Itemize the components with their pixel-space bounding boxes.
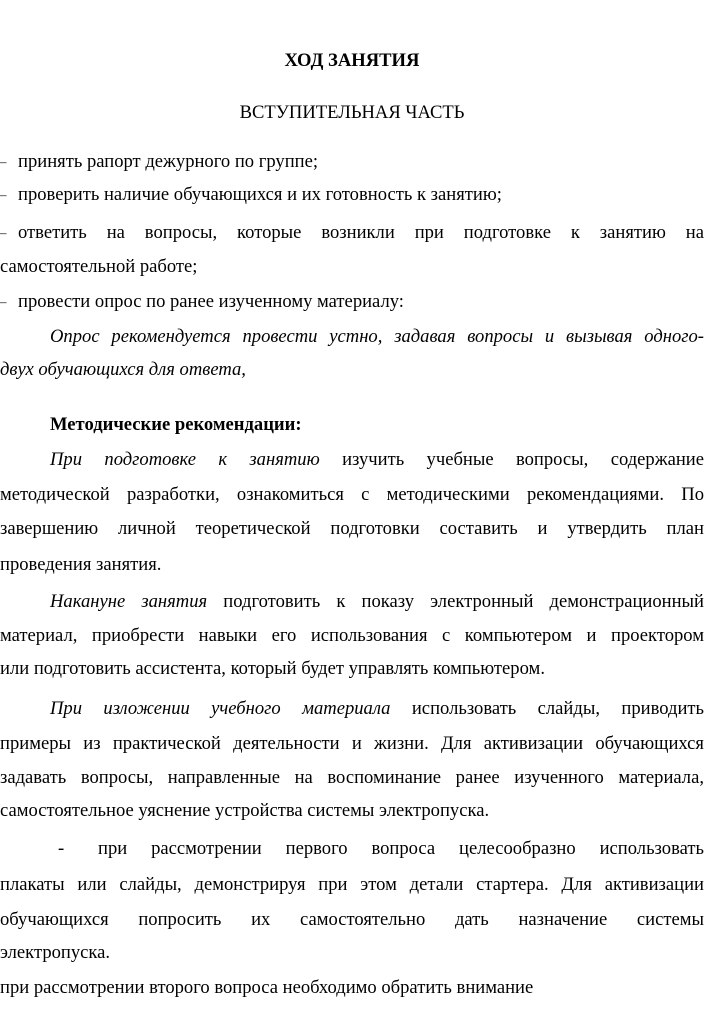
bullet-text: провести опрос по ранее изученному материалу: (18, 291, 404, 312)
paragraph-line: обучающихся попросить их самостоятельно дать назначение системы (0, 909, 704, 930)
bullet-item (0, 150, 704, 174)
method-heading: Методические рекомендации: (50, 414, 302, 435)
paragraph-text: использовать слайды, приводить (411, 698, 704, 719)
bullet-item (0, 183, 704, 207)
paragraph-line (50, 590, 704, 614)
bullet-item (0, 290, 704, 314)
paragraph-line: самостоятельное уяснение устройства системы электропуска. (0, 800, 490, 821)
paragraph-line (50, 448, 704, 472)
paragraph-line: при рассмотрении второго вопроса необходимо обратить внимание (0, 977, 534, 998)
item-dash: - (58, 838, 65, 859)
bullet-text: принять рапорт дежурного по группе; (18, 151, 319, 172)
bullet-dash: – (0, 294, 7, 309)
paragraph-line (58, 837, 704, 861)
bullet-item (0, 221, 704, 245)
bullet-dash: – (0, 154, 7, 169)
paragraph-line: материал, приобрести навыки его использования с компьютером и проектором (0, 625, 704, 646)
bullet-dash: – (0, 187, 7, 202)
paragraph-line: электропуска. (0, 942, 111, 963)
paragraph-text: изучить учебные вопросы, содержание (342, 449, 704, 470)
paragraph-line: методической разработки, ознакомиться с методическими рекомендациями. По (0, 484, 704, 505)
paragraph-lead: При изложении учебного материала (50, 698, 391, 719)
bullet-continuation: самостоятельной работе; (0, 256, 198, 277)
paragraph-lead: При подготовке к занятию (50, 449, 320, 470)
paragraph-lead: Накануне занятия (50, 591, 208, 612)
bullet-text: ответить на вопросы, которые возникли при подготовке к занятию на (18, 222, 704, 243)
paragraph-line: плакаты или слайды, демонстрируя при этом детали стартера. Для активизации (0, 874, 704, 895)
paragraph-line: или подготовить ассистента, который будет управлять компьютером. (0, 658, 545, 679)
page-title: ХОД ЗАНЯТИЯ (284, 50, 420, 71)
paragraph-text: при рассмотрении первого вопроса целесообразно использовать (98, 838, 704, 859)
paragraph-line: завершению личной теоретической подготовки составить и утвердить план (0, 518, 704, 539)
paragraph-line: примеры из практической деятельности и жизни. Для активизации обучающихся (0, 733, 704, 754)
paragraph-text: подготовить к показу электронный демонстрационный (223, 591, 704, 612)
paragraph-line: задавать вопросы, направленные на воспоминание ранее изученного материала, (0, 767, 704, 788)
paragraph-line: проведения занятия. (0, 554, 162, 575)
section-subtitle: ВСТУПИТЕЛЬНАЯ ЧАСТЬ (239, 102, 465, 123)
survey-note-line: двух обучающихся для ответа, (0, 359, 246, 380)
survey-note-line: Опрос рекомендуется провести устно, задавая вопросы и вызывая одного- (50, 326, 704, 347)
paragraph-line (50, 697, 704, 721)
bullet-text: проверить наличие обучающихся и их готовность к занятию; (18, 184, 502, 205)
bullet-dash: – (0, 225, 7, 240)
